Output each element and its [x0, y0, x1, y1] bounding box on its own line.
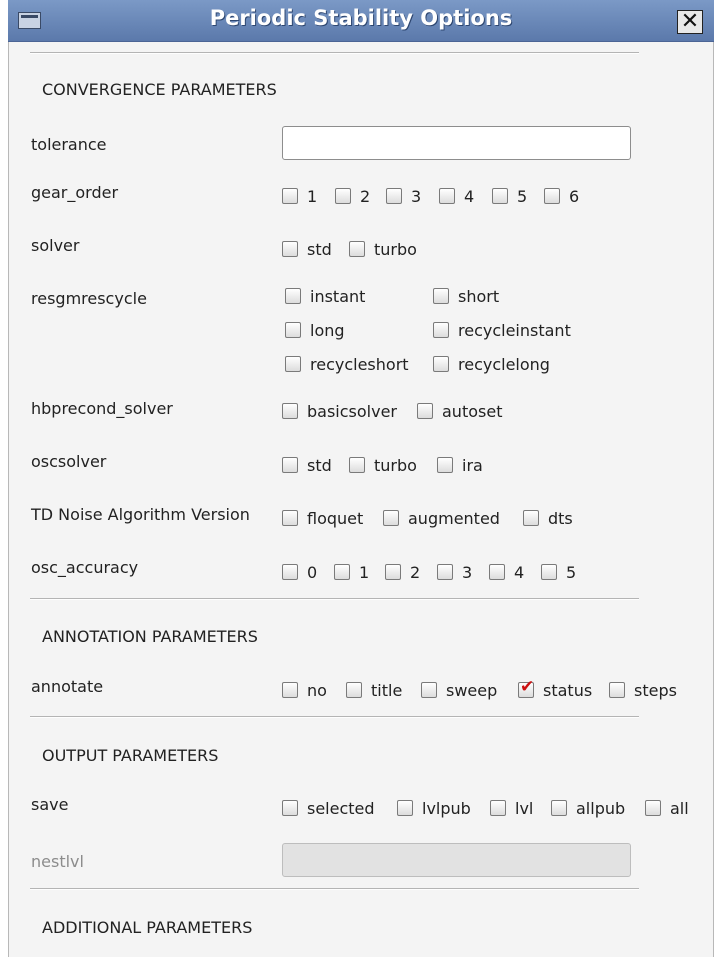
- checkbox[interactable]: [523, 510, 539, 526]
- save-option-allpub[interactable]: allpub: [551, 797, 625, 819]
- oscsolver-option-turbo[interactable]: turbo: [349, 454, 417, 476]
- divider: [30, 598, 639, 600]
- oscsolver-option-ira[interactable]: ira: [437, 454, 483, 476]
- checkbox[interactable]: [282, 241, 298, 257]
- gear-order-option-5[interactable]: 5: [492, 185, 527, 207]
- tolerance-label: tolerance: [31, 135, 107, 154]
- divider: [30, 716, 639, 718]
- save-option-selected[interactable]: selected: [282, 797, 375, 819]
- checkbox[interactable]: [285, 356, 301, 372]
- osc-accuracy-label: osc_accuracy: [31, 558, 139, 577]
- annotate-label: annotate: [31, 677, 104, 696]
- resgmrescycle-option-recycleinstant[interactable]: recycleinstant: [433, 319, 571, 341]
- checkbox[interactable]: [383, 510, 399, 526]
- gear-order-label: gear_order: [31, 183, 119, 202]
- td-noise-option-augmented[interactable]: augmented: [383, 507, 500, 529]
- section-title-additional: ADDITIONAL PARAMETERS: [42, 918, 253, 937]
- checkbox[interactable]: [385, 564, 401, 580]
- divider: [30, 52, 639, 54]
- divider: [30, 888, 639, 890]
- checkbox[interactable]: [645, 800, 661, 816]
- annotate-option-title[interactable]: title: [346, 679, 402, 701]
- section-title-annotation: ANNOTATION PARAMETERS: [42, 627, 258, 646]
- checkbox[interactable]: [285, 288, 301, 304]
- checkbox[interactable]: [489, 564, 505, 580]
- solver-option-std[interactable]: std: [282, 238, 332, 260]
- checkbox[interactable]: [433, 288, 449, 304]
- section-title-output: OUTPUT PARAMETERS: [42, 746, 219, 765]
- checkbox[interactable]: [282, 682, 298, 698]
- checkbox[interactable]: [282, 457, 298, 473]
- checkbox[interactable]: [544, 188, 560, 204]
- save-option-all[interactable]: all: [645, 797, 689, 819]
- osc-accuracy-option-5[interactable]: 5: [541, 561, 576, 583]
- hbprecond-solver-label: hbprecond_solver: [31, 399, 173, 418]
- checkbox[interactable]: [285, 322, 301, 338]
- checkbox[interactable]: [282, 800, 298, 816]
- checkbox[interactable]: [335, 188, 351, 204]
- close-icon: ✕: [680, 9, 700, 34]
- nestlvl-label: nestlvl: [31, 852, 84, 871]
- annotate-option-no[interactable]: no: [282, 679, 327, 701]
- gear-order-option-3[interactable]: 3: [386, 185, 421, 207]
- checkbox[interactable]: [551, 800, 567, 816]
- hbprecond-solver-option-basicsolver[interactable]: basicsolver: [282, 400, 397, 422]
- save-option-lvl[interactable]: lvl: [490, 797, 533, 819]
- resgmrescycle-option-instant[interactable]: instant: [285, 285, 365, 307]
- title-bar[interactable]: [8, 0, 714, 42]
- checkbox[interactable]: [349, 457, 365, 473]
- resgmrescycle-label: resgmrescycle: [31, 289, 147, 308]
- checkbox[interactable]: [386, 188, 402, 204]
- checkbox[interactable]: [282, 564, 298, 580]
- gear-order-option-1[interactable]: 1: [282, 185, 317, 207]
- gear-order-option-6[interactable]: 6: [544, 185, 579, 207]
- osc-accuracy-option-2[interactable]: 2: [385, 561, 420, 583]
- annotate-option-sweep[interactable]: sweep: [421, 679, 497, 701]
- checkbox[interactable]: [417, 403, 433, 419]
- checkbox[interactable]: [437, 564, 453, 580]
- resgmrescycle-option-recycleshort[interactable]: recycleshort: [285, 353, 409, 375]
- tolerance-input[interactable]: [282, 126, 631, 160]
- td-noise-option-dts[interactable]: dts: [523, 507, 573, 529]
- close-button[interactable]: [677, 10, 703, 34]
- annotate-option-steps[interactable]: steps: [609, 679, 677, 701]
- osc-accuracy-option-1[interactable]: 1: [334, 561, 369, 583]
- checkbox[interactable]: [439, 188, 455, 204]
- solver-option-turbo[interactable]: turbo: [349, 238, 417, 260]
- checkbox[interactable]: [437, 457, 453, 473]
- checkbox[interactable]: [433, 356, 449, 372]
- td-noise-option-floquet[interactable]: floquet: [282, 507, 363, 529]
- checkbox[interactable]: [609, 682, 625, 698]
- checkbox[interactable]: [349, 241, 365, 257]
- checkbox[interactable]: [492, 188, 508, 204]
- save-option-lvlpub[interactable]: lvlpub: [397, 797, 471, 819]
- resgmrescycle-option-recyclelong[interactable]: recyclelong: [433, 353, 550, 375]
- checkbox-checked[interactable]: [518, 682, 534, 698]
- checkbox[interactable]: [421, 682, 437, 698]
- checkbox[interactable]: [282, 510, 298, 526]
- window-title: Periodic Stability Options: [209, 6, 513, 30]
- checkbox[interactable]: [397, 800, 413, 816]
- osc-accuracy-option-3[interactable]: 3: [437, 561, 472, 583]
- checkbox[interactable]: [346, 682, 362, 698]
- section-title-convergence: CONVERGENCE PARAMETERS: [42, 80, 277, 99]
- oscsolver-label: oscsolver: [31, 452, 107, 471]
- osc-accuracy-option-4[interactable]: 4: [489, 561, 524, 583]
- oscsolver-option-std[interactable]: std: [282, 454, 332, 476]
- checkbox[interactable]: [490, 800, 506, 816]
- gear-order-option-2[interactable]: 2: [335, 185, 370, 207]
- resgmrescycle-option-short[interactable]: short: [433, 285, 499, 307]
- checkbox[interactable]: [282, 188, 298, 204]
- annotate-option-status[interactable]: ✔ status: [518, 679, 592, 701]
- osc-accuracy-option-0[interactable]: 0: [282, 561, 317, 583]
- checkbox[interactable]: [334, 564, 350, 580]
- checkbox[interactable]: [541, 564, 557, 580]
- resgmrescycle-option-long[interactable]: long: [285, 319, 345, 341]
- hbprecond-solver-option-autoset[interactable]: autoset: [417, 400, 502, 422]
- td-noise-label: TD Noise Algorithm Version: [31, 505, 250, 524]
- checkbox[interactable]: [433, 322, 449, 338]
- solver-label: solver: [31, 236, 80, 255]
- save-label: save: [31, 795, 69, 814]
- checkbox[interactable]: [282, 403, 298, 419]
- gear-order-option-4[interactable]: 4: [439, 185, 474, 207]
- nestlvl-input[interactable]: [282, 843, 631, 877]
